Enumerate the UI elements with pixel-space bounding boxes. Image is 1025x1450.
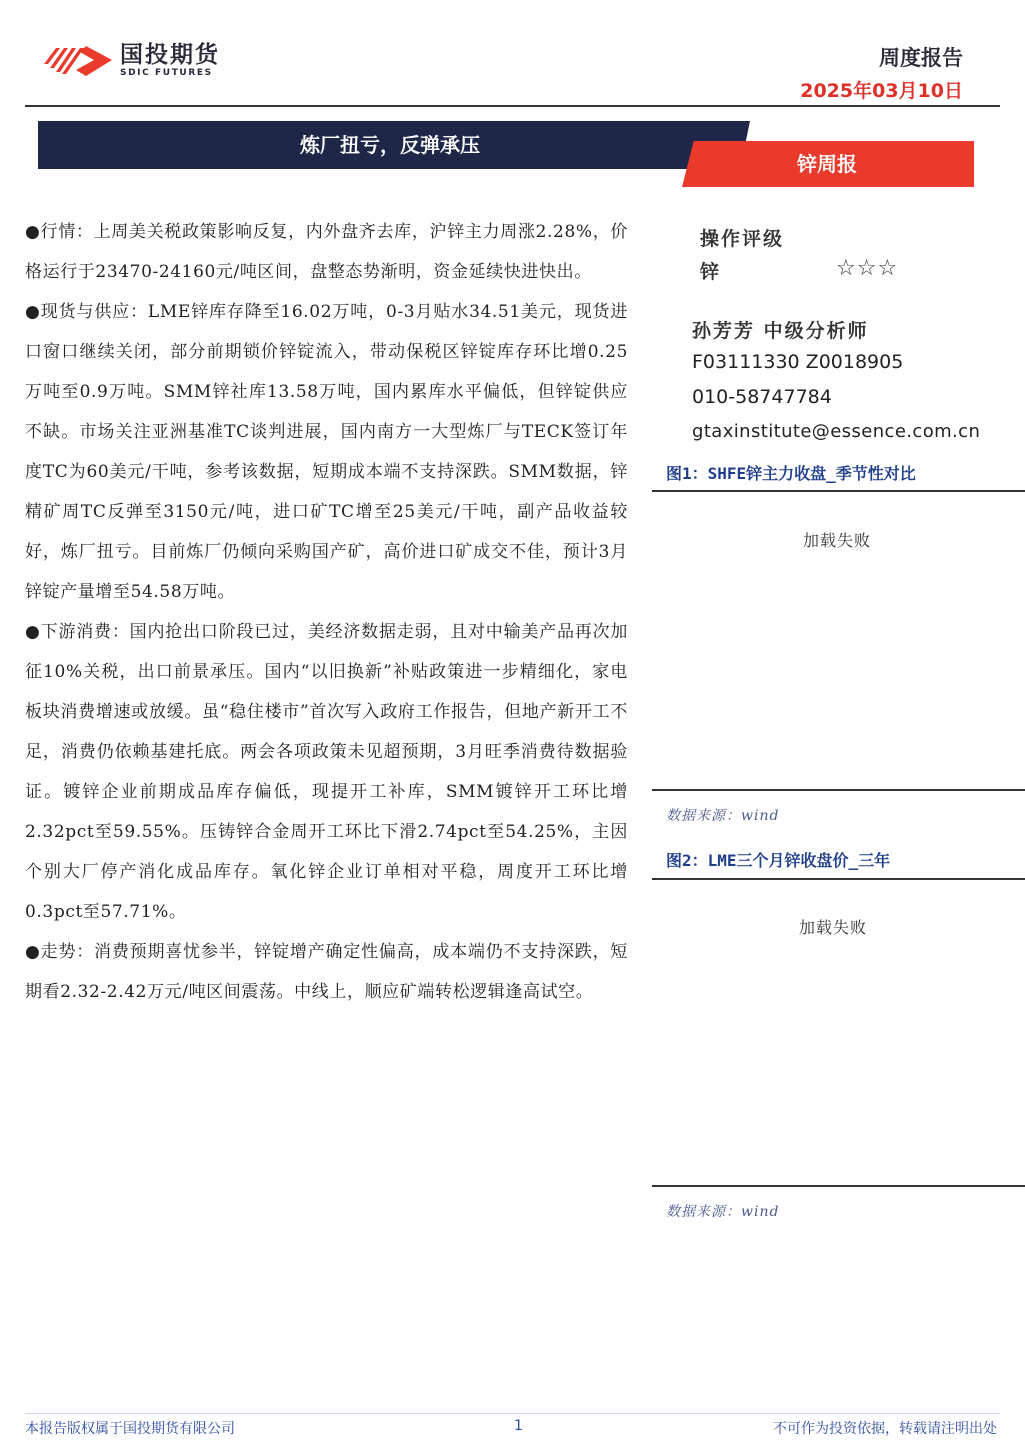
figure-1-title: 图1：SHFE锌主力收盘_季节性对比 (666, 464, 916, 483)
report-type: 周度报告 (879, 46, 963, 70)
figure-2-title: 图2：LME三个月锌收盘价_三年 (666, 851, 891, 870)
footer-copyright: 本报告版权属于国投期货有限公司 (25, 1421, 235, 1437)
header-divider (25, 105, 1000, 107)
figure-1-image-placeholder: 加载失败 (803, 531, 872, 550)
figure-1-top-rule (652, 490, 1025, 492)
report-date: 2025年03月10日 (800, 80, 963, 102)
figure-2-bottom-rule (652, 1185, 1025, 1187)
analyst-name: 孙芳芳 中级分析师 (692, 320, 869, 342)
market-paragraph: ●行情：上周美关税政策影响反复，内外盘齐去库，沪锌主力周涨2.28%，价格运行于23470-24160元/吨区间，盘整态势渐明，资金延续快进快出。 (25, 222, 628, 282)
company-logo (42, 40, 220, 80)
logo-english-name: SDIC FUTURES (120, 67, 213, 78)
logo-chinese-name: 国投期货 (120, 41, 220, 68)
footer-disclaimer: 不可作为投资依据，转载请注明出处 (773, 1421, 997, 1437)
supply-paragraph: ●现货与供应：LME锌库存降至16.02万吨，0-3月贴水34.51美元，现货进口窗口继续关闭，部分前期锁价锌锭流入，带动保税区锌锭库存环比增0.25万吨至0.9万吨。SMM锌社库13.58万吨，国内累库水平偏低，但锌锭供应不缺。市场关注亚洲基准TC谈判进展，国内南方一大型炼厂与TECK签订年度TC为60美元/干吨，参考该数据，短期成本端不支持深跌。SMM数据，锌精矿周TC反弹至3150元/吨，进口矿TC增至25美元/干吨，副产品收益较好，炼厂扭亏。目前炼厂仍倾向采购国产矿，高价进口矿成交不佳，预计3月锌锭产量增至54.58万吨。 (25, 302, 628, 602)
report-title: 炼厂扭亏，反弹承压 (300, 133, 480, 157)
analyst-license: F03111330 Z0018905 (692, 351, 904, 373)
footer-divider (25, 1413, 1000, 1414)
analyst-phone: 010-58747784 (692, 386, 832, 408)
rating-stars-icon: ☆☆☆ (836, 256, 899, 281)
trend-paragraph: ●走势：消费预期喜忧参半，锌锭增产确定性偏高，成本端仍不支持深跌，短期看2.32-2.42万元/吨区间震荡。中线上，顺应矿端转松逻辑逢高试空。 (25, 942, 628, 1002)
figure-1-source: 数据来源：wind (666, 808, 780, 824)
logo-mark-icon (42, 40, 114, 80)
rating-item: 锌 (700, 261, 720, 283)
analyst-email[interactable]: gtaxinstitute@essence.com.cn (692, 421, 981, 442)
category-tag: 锌周报 (797, 152, 857, 176)
rating-label: 操作评级 (700, 228, 785, 250)
report-body (25, 212, 628, 1012)
figure-2-top-rule (652, 878, 1025, 880)
figure-2-image-placeholder: 加载失败 (799, 918, 868, 937)
page-number: 1 (514, 1418, 523, 1434)
figure-2-source: 数据来源：wind (666, 1204, 780, 1220)
figure-1-bottom-rule (652, 789, 1025, 791)
consumption-paragraph: ●下游消费：国内抢出口阶段已过，美经济数据走弱，且对中输美产品再次加征10%关税，出口前景承压。国内“以旧换新”补贴政策进一步精细化，家电板块消费增速或放缓。虽“稳住楼市”首次写入政府工作报告，但地产新开工不足，消费仍依赖基建托底。两会各项政策未见超预期，3月旺季消费待数据验证。镀锌企业前期成品库存偏低，现提开工补库，SMM镀锌开工环比增2.32pct至59.55%。压铸锌合金周开工环比下滑2.74pct至54.25%，主因个别大厂停产消化成品库存。氧化锌企业订单相对平稳，周度开工环比增0.3pct至57.71%。 (25, 622, 628, 922)
